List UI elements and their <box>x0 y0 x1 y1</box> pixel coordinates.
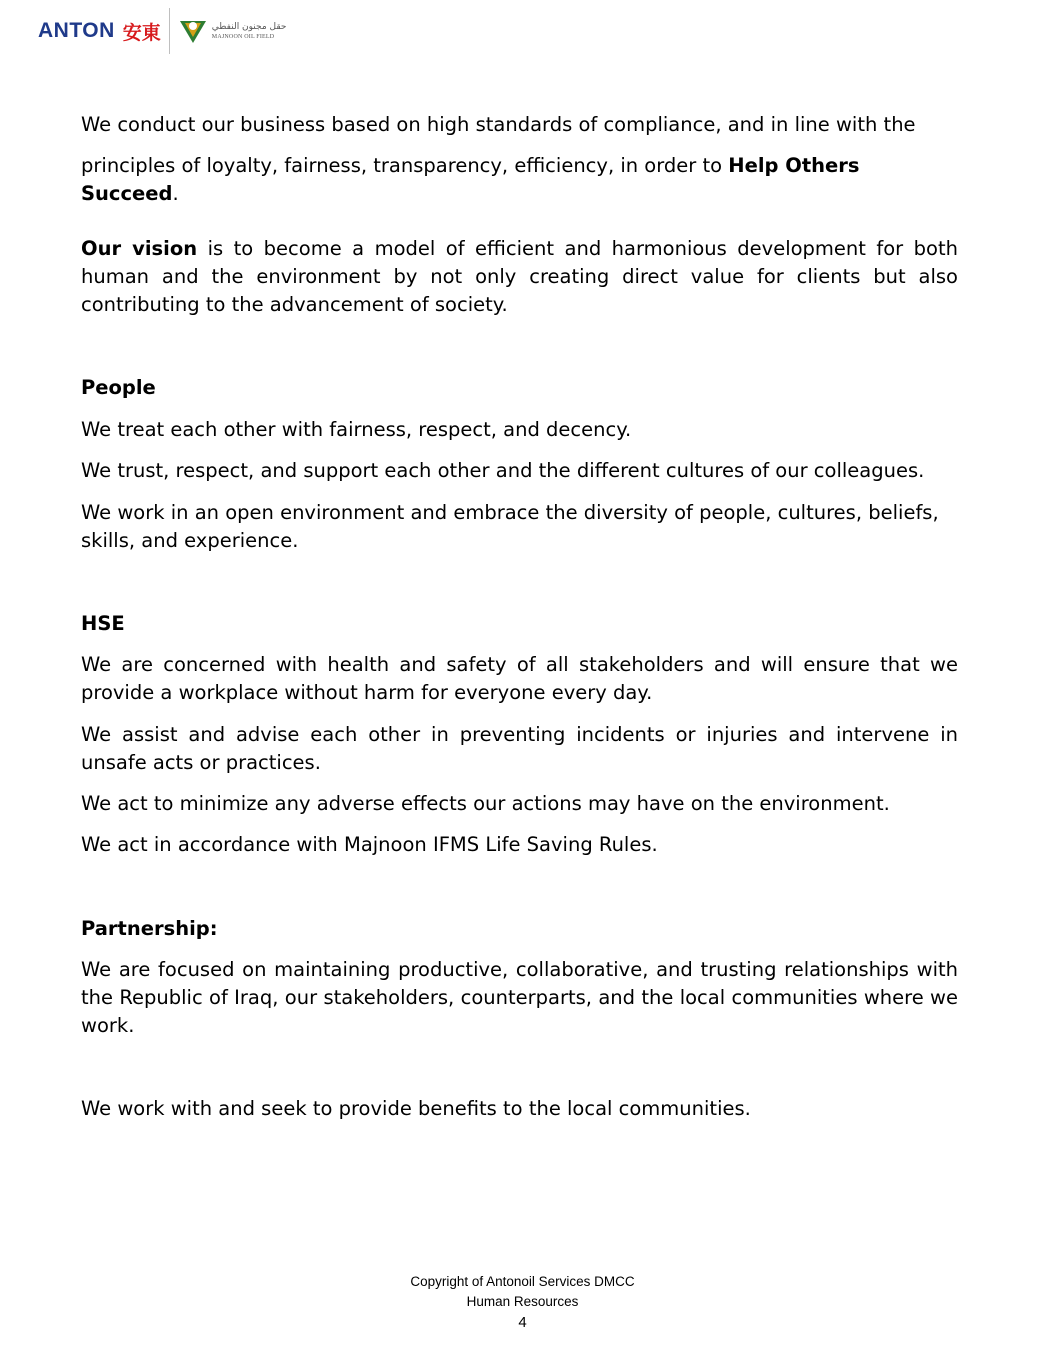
majnoon-english-text: MAJNOON OIL FIELD <box>211 33 275 40</box>
footer-department: Human Resources <box>466 1293 579 1309</box>
partnership-item: We are focused on maintaining productive, collaborative, and trusting relationships with the Republic of Iraq, our stakeholders, counterparts, and the local communities where we work. <box>81 958 958 1037</box>
vision-text: is to become a model of efficient and harmonious development for both human and the environment by not only creating direct value for clients but also contributing to the advancement of society. <box>81 237 958 316</box>
intro-line-2-end: . <box>172 182 179 205</box>
people-item: We trust, respect, and support each other and the different cultures of our colleagues. <box>81 459 925 482</box>
hse-item: We act to minimize any adverse effects our actions may have on the environment. <box>81 792 890 815</box>
partnership-item: We work with and seek to provide benefits to the local communities. <box>81 1097 751 1120</box>
majnoon-arabic-text: حقل مجنون النفطي <box>211 21 287 32</box>
people-heading: People <box>81 376 156 399</box>
footer-copyright: Copyright of Antonoil Services DMCC <box>410 1274 635 1289</box>
people-item: We treat each other with fairness, respect, and decency. <box>81 418 632 441</box>
page-number: 4 <box>518 1314 527 1331</box>
people-item: We work in an open environment and embrace the diversity of people, cultures, beliefs, skills, and experience. <box>81 501 939 552</box>
vision-label: Our vision <box>81 237 198 260</box>
intro-line-1: We conduct our business based on high standards of compliance, and in line with the <box>81 113 916 136</box>
logo-divider <box>169 8 170 54</box>
hse-heading: HSE <box>81 612 125 635</box>
hse-item: We act in accordance with Majnoon IFMS Life Saving Rules. <box>81 833 658 856</box>
majnoon-emblem-icon <box>178 16 208 46</box>
anton-logo-chinese: 安東 <box>122 21 161 44</box>
page-footer <box>0 1272 1045 1333</box>
majnoon-logo <box>178 16 287 46</box>
page-header <box>38 6 286 56</box>
intro-line-2 <box>81 152 958 208</box>
anton-logo-text: ANTON <box>38 19 115 42</box>
partnership-heading: Partnership: <box>81 917 218 940</box>
hse-item: We assist and advise each other in preventing incidents or injuries and intervene in unsafe acts or practices. <box>81 723 958 774</box>
intro-line-2-text: principles of loyalty, fairness, transparency, efficiency, in order to <box>81 154 729 177</box>
vision-paragraph <box>81 235 958 319</box>
intro-emphasis: Help Others Succeed <box>81 154 860 205</box>
hse-item: We are concerned with health and safety of all stakeholders and will ensure that we provide a workplace without harm for everyone every day. <box>81 653 958 704</box>
